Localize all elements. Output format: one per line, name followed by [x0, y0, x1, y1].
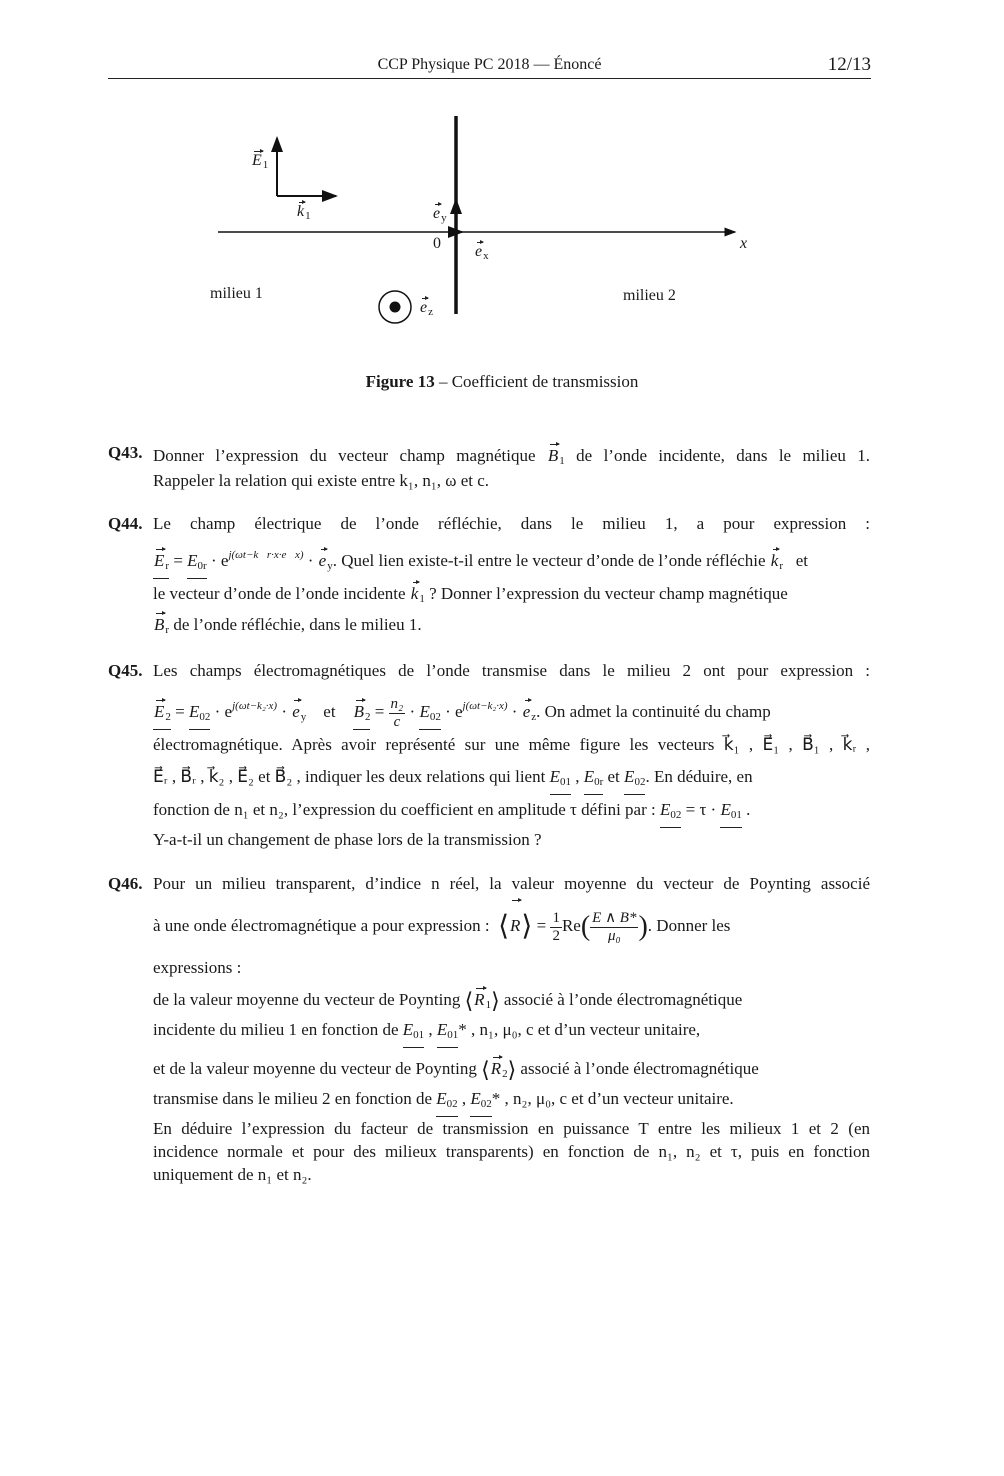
q45-line-4: E⃗ᵣ , B⃗ᵣ , k⃗₂ , E⃗₂ et B⃗₂ , indiquer les deux relations qui lient $E_{01}$ , $E_{0r}$ et $E_{02}$. En déduire, en — [153, 766, 870, 795]
q45-line-2: $E_2 = E_{02} \cdot e^{j(\omega t-k_2\cdot x)} \cdot e_y$ et $B_2$ = $\frac{\text{n₂}}{c}$ · $E_{02} \cdot e^{j(\omega t-k_2\cdot x)} \cdot e_z$. On admet la continuité du champ — [154, 695, 771, 730]
label-milieu-1: milieu 1 — [210, 285, 263, 302]
q45-line-5: fonction de n₁ et n₂, l’expression du coefficient en amplitude τ défini par : $E_{02} = \tau \cdot E_{01}$ . — [153, 799, 870, 828]
question-label-q46: Q46. — [108, 874, 143, 893]
q46-line-10: uniquement de n₁ et n₂. — [153, 1165, 312, 1184]
label-x-axis: x — [740, 235, 748, 252]
q44-line-2: $E_r = E_{0r} \cdot e^{j(\omega t-k⃗r\cdot x\cdot e⃗x)} \cdot e_y$. Quel lien existe-t-il entre le vecteur d’onde de l’onde réfléchie $k_r$ et — [153, 544, 870, 579]
label-ex: $e_x$ — [474, 240, 489, 262]
q46-line-8: En déduire l’expression du facteur de transmission en puissance T entre les milieux 1 et 2 (en — [153, 1119, 870, 1138]
q46-line-7: transmise dans le milieu 2 en fonction de $E_{02}$ , $E_{02}*$ , n₂, μ₀, c et d’un vecteur unitaire. — [153, 1088, 870, 1117]
figure-caption: Figure 13 – Coefficient de transmission — [365, 372, 639, 391]
q46-line-2: à une onde électromagnétique a pour expression : ⟨R⟩ = $\frac{1}{2}$ Re( $\frac{E \wedge B*}{\text{μ₀}}$ ). Donner les — [153, 898, 870, 952]
figure-13-diagram — [0, 0, 1004, 360]
label-origin: 0 — [433, 235, 441, 252]
q44-line-4: $B_r$ de l’onde réfléchie, dans le milieu 1. — [153, 611, 870, 641]
q45-line-6: Y-a-t-il un changement de phase lors de la transmission ? — [153, 830, 542, 849]
label-ez: $e_z$ — [419, 296, 433, 318]
label-milieu-2: milieu 2 — [623, 287, 676, 304]
q43-line-2: Rappeler la relation qui existe entre k₁, n₁, ω et c. — [153, 471, 490, 490]
q43-line-1: Donner l’expression du vecteur champ magnétique $B_1$ de l’onde incidente, dans le milieu 1. — [153, 442, 870, 472]
label-k1: $k_1$ — [296, 200, 311, 222]
question-label-q43: Q43. — [108, 443, 143, 462]
q45-line-1: Les champs électromagnétiques de l’onde transmise dans le milieu 2 ont pour expression : — [153, 661, 870, 680]
question-label-q45: Q45. — [108, 661, 143, 680]
header-title: CCP Physique PC 2018 — Énoncé — [377, 56, 602, 73]
q46-line-1: Pour un milieu transparent, d’indice n réel, la valeur moyenne du vecteur de Poynting associé — [153, 874, 870, 893]
q46-line-3: expressions : — [153, 958, 242, 977]
q45-line-3: électromagnétique. Après avoir représenté sur une même figure les vecteurs k⃗₁ , E⃗₁ , B⃗₁ , k⃗ᵣ , — [153, 735, 870, 754]
page-number: 12/13 — [827, 54, 871, 75]
q46-line-9: incidence normale et pour des milieux transparents) en fonction de n₁, n₂ et τ, puis en fonction — [153, 1142, 870, 1161]
q46-line-4: de la valeur moyenne du vecteur de Poynting $⟨R_1⟩$ associé à l’onde électromagnétique — [153, 986, 870, 1016]
label-ey: $e_y$ — [432, 202, 447, 224]
q44-line-3: le vecteur d’onde de l’onde incidente $k_1$ ? Donner l’expression du vecteur champ magnétique — [153, 580, 870, 610]
question-label-q44: Q44. — [108, 514, 143, 533]
q44-line-1: Le champ électrique de l’onde réfléchie, dans le milieu 1, a pour expression : — [153, 514, 870, 533]
label-E1: $E_1$ — [251, 149, 268, 171]
q46-line-6: et de la valeur moyenne du vecteur de Poynting $⟨R_2⟩$ associé à l’onde électromagnétique — [153, 1055, 870, 1085]
q46-line-5: incidente du milieu 1 en fonction de $E_{01}$ , $E_{01}*$ , n₁, μ₀, c et d’un vecteur unitaire, — [153, 1019, 870, 1048]
